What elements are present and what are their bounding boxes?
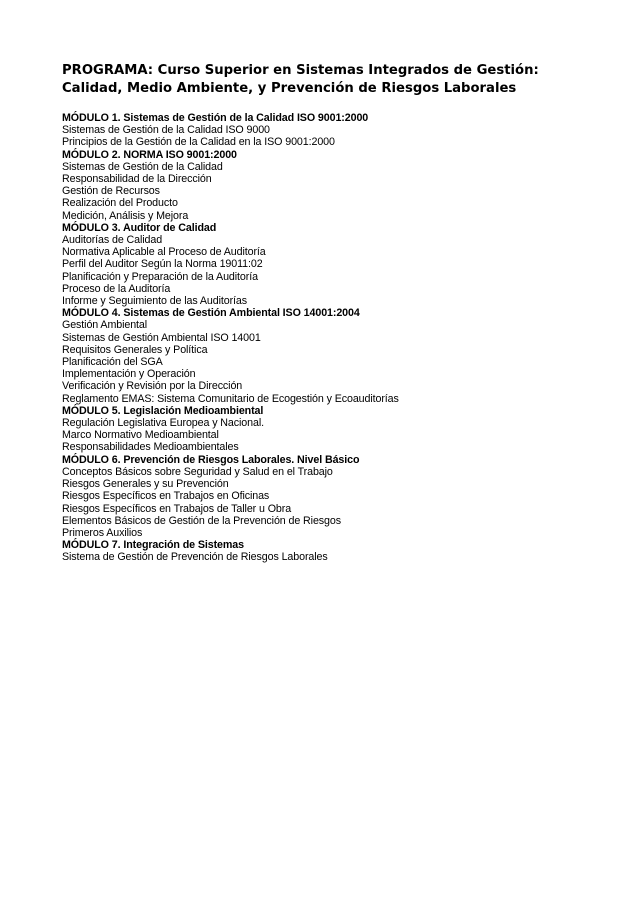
module-3-item: Proceso de la Auditoría: [62, 282, 171, 295]
module-2-item: Gestión de Recursos: [62, 185, 160, 198]
module-4-item: Reglamento EMAS: Sistema Comunitario de Ecogestión y Ecoauditorías: [62, 392, 399, 405]
module-list: [62, 112, 602, 564]
module-4-item: Requisitos Generales y Política: [62, 343, 208, 356]
module-4-item: Gestión Ambiental: [62, 319, 148, 332]
module-1-item: Principios de la Gestión de la Calidad en la ISO 9001:2000: [62, 136, 335, 149]
module-heading-1: MÓDULO 1. Sistemas de Gestión de la Calidad ISO 9001:2000: [62, 112, 369, 124]
module-5-item: Marco Normativo Medioambiental: [62, 429, 219, 442]
module-2-item: Realización del Producto: [62, 197, 178, 210]
module-6-item: Elementos Básicos de Gestión de la Prevención de Riesgos: [62, 514, 341, 527]
module-6-item: Riesgos Específicos en Trabajos en Oficinas: [62, 490, 270, 503]
module-heading-4: MÓDULO 4. Sistemas de Gestión Ambiental ISO 14001:2004: [62, 307, 360, 320]
module-4-item: Sistemas de Gestión Ambiental ISO 14001: [62, 331, 261, 344]
module-6-item: Conceptos Básicos sobre Seguridad y Salud en el Trabajo: [62, 465, 333, 478]
module-2-item: Sistemas de Gestión de la Calidad: [62, 160, 223, 173]
module-4-item: Planificación del SGA: [62, 356, 163, 369]
module-heading-3: MÓDULO 3. Auditor de Calidad: [62, 221, 217, 234]
module-5-item: Regulación Legislativa Europea y Nacional.: [62, 417, 264, 430]
module-6-item: Primeros Auxilios: [62, 526, 143, 539]
module-3-item: Auditorías de Calidad: [62, 234, 163, 247]
module-heading-5: MÓDULO 5. Legislación Medioambiental: [62, 404, 264, 417]
module-5-item: Responsabilidades Medioambientales: [62, 441, 239, 454]
module-heading-6: MÓDULO 6. Prevención de Riesgos Laborales. Nivel Básico: [62, 453, 360, 466]
module-1-item: Sistemas de Gestión de la Calidad ISO 9000: [62, 124, 270, 137]
module-2-item: Responsabilidad de la Dirección: [62, 173, 212, 186]
module-6-item: Riesgos Generales y su Prevención: [62, 478, 229, 491]
module-4-item: Verificación y Revisión por la Dirección: [62, 380, 243, 393]
document-title: [62, 62, 602, 98]
module-3-item: Perfil del Auditor Según la Norma 19011:02: [62, 258, 263, 271]
module-3-item: Informe y Seguimiento de las Auditorías: [62, 295, 248, 308]
module-3-item: Normativa Aplicable al Proceso de Auditoría: [62, 246, 266, 259]
document-page: [62, 62, 602, 564]
title-line-1: PROGRAMA: Curso Superior en Sistemas Integrados de Gestión:: [62, 63, 539, 78]
title-line-2: Calidad, Medio Ambiente, y Prevención de Riesgos Laborales: [62, 81, 517, 96]
module-2-item: Medición, Análisis y Mejora: [62, 209, 189, 222]
module-4-item: Implementación y Operación: [62, 368, 196, 381]
module-7-item: Sistema de Gestión de Prevención de Riesgos Laborales: [62, 551, 328, 564]
module-6-item: Riesgos Específicos en Trabajos de Taller u Obra: [62, 502, 292, 515]
module-heading-7: MÓDULO 7. Integración de Sistemas: [62, 539, 244, 552]
module-heading-2: MÓDULO 2. NORMA ISO 9001:2000: [62, 148, 237, 161]
module-3-item: Planificación y Preparación de la Auditoría: [62, 270, 258, 283]
